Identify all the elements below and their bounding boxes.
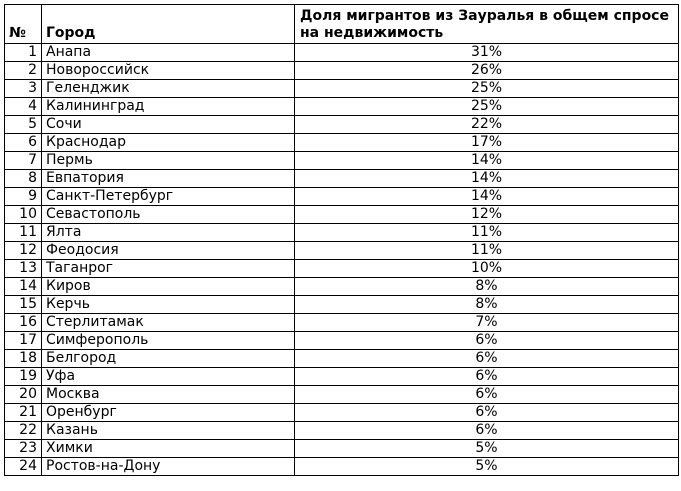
table-row <box>5 422 679 440</box>
row-city: Феодосия <box>42 242 295 260</box>
row-share: 12% <box>295 206 679 224</box>
row-city: Краснодар <box>42 134 295 152</box>
table-row <box>5 116 679 134</box>
row-city: Москва <box>42 386 295 404</box>
header-number: № <box>5 5 42 44</box>
row-number: 4 <box>5 98 42 116</box>
table-row <box>5 350 679 368</box>
table-row <box>5 260 679 278</box>
row-number: 10 <box>5 206 42 224</box>
row-share: 11% <box>295 242 679 260</box>
row-number: 2 <box>5 62 42 80</box>
row-number: 12 <box>5 242 42 260</box>
table-row <box>5 206 679 224</box>
row-city: Уфа <box>42 368 295 386</box>
migrant-share-table <box>4 4 679 476</box>
row-number: 8 <box>5 170 42 188</box>
table-row <box>5 224 679 242</box>
table-row <box>5 242 679 260</box>
row-city: Ялта <box>42 224 295 242</box>
row-city: Керчь <box>42 296 295 314</box>
row-city: Симферополь <box>42 332 295 350</box>
row-number: 20 <box>5 386 42 404</box>
row-city: Анапа <box>42 44 295 62</box>
row-city: Оренбург <box>42 404 295 422</box>
row-number: 22 <box>5 422 42 440</box>
row-share: 14% <box>295 188 679 206</box>
row-share: 31% <box>295 44 679 62</box>
row-share: 5% <box>295 458 679 476</box>
row-city: Санкт-Петербург <box>42 188 295 206</box>
row-number: 23 <box>5 440 42 458</box>
row-share: 25% <box>295 80 679 98</box>
row-number: 3 <box>5 80 42 98</box>
row-share: 6% <box>295 422 679 440</box>
row-share: 14% <box>295 170 679 188</box>
table-row <box>5 404 679 422</box>
table-row <box>5 134 679 152</box>
row-share: 6% <box>295 332 679 350</box>
table-row <box>5 296 679 314</box>
row-city: Ростов-на-Дону <box>42 458 295 476</box>
row-city: Пермь <box>42 152 295 170</box>
table-row <box>5 458 679 476</box>
row-city: Евпатория <box>42 170 295 188</box>
table-row <box>5 368 679 386</box>
header-share: Доля мигрантов из Зауралья в общем спросе на недвижимость <box>295 5 679 44</box>
row-city: Сочи <box>42 116 295 134</box>
row-number: 16 <box>5 314 42 332</box>
table-row <box>5 440 679 458</box>
row-share: 17% <box>295 134 679 152</box>
row-share: 6% <box>295 404 679 422</box>
row-number: 11 <box>5 224 42 242</box>
row-share: 5% <box>295 440 679 458</box>
row-share: 14% <box>295 152 679 170</box>
row-number: 5 <box>5 116 42 134</box>
row-city: Киров <box>42 278 295 296</box>
row-number: 17 <box>5 332 42 350</box>
row-share: 26% <box>295 62 679 80</box>
header-row <box>5 5 679 44</box>
row-number: 15 <box>5 296 42 314</box>
row-share: 7% <box>295 314 679 332</box>
row-city: Химки <box>42 440 295 458</box>
table-row <box>5 278 679 296</box>
row-share: 6% <box>295 350 679 368</box>
row-city: Таганрог <box>42 260 295 278</box>
row-share: 6% <box>295 368 679 386</box>
row-share: 10% <box>295 260 679 278</box>
row-number: 18 <box>5 350 42 368</box>
row-city: Новороссийск <box>42 62 295 80</box>
row-share: 22% <box>295 116 679 134</box>
row-share: 11% <box>295 224 679 242</box>
table-row <box>5 188 679 206</box>
row-city: Стерлитамак <box>42 314 295 332</box>
row-number: 1 <box>5 44 42 62</box>
row-city: Севастополь <box>42 206 295 224</box>
table-row <box>5 314 679 332</box>
row-share: 8% <box>295 296 679 314</box>
table-row <box>5 386 679 404</box>
row-city: Казань <box>42 422 295 440</box>
table-row <box>5 332 679 350</box>
table-row <box>5 44 679 62</box>
row-number: 7 <box>5 152 42 170</box>
row-number: 6 <box>5 134 42 152</box>
row-city: Геленджик <box>42 80 295 98</box>
table-row <box>5 80 679 98</box>
table-row <box>5 62 679 80</box>
row-number: 14 <box>5 278 42 296</box>
row-number: 21 <box>5 404 42 422</box>
row-number: 9 <box>5 188 42 206</box>
row-share: 25% <box>295 98 679 116</box>
row-share: 8% <box>295 278 679 296</box>
row-share: 6% <box>295 386 679 404</box>
row-city: Белгород <box>42 350 295 368</box>
table-row <box>5 152 679 170</box>
row-city: Калининград <box>42 98 295 116</box>
row-number: 19 <box>5 368 42 386</box>
row-number: 24 <box>5 458 42 476</box>
table-row <box>5 98 679 116</box>
row-number: 13 <box>5 260 42 278</box>
header-city: Город <box>42 5 295 44</box>
table-row <box>5 170 679 188</box>
